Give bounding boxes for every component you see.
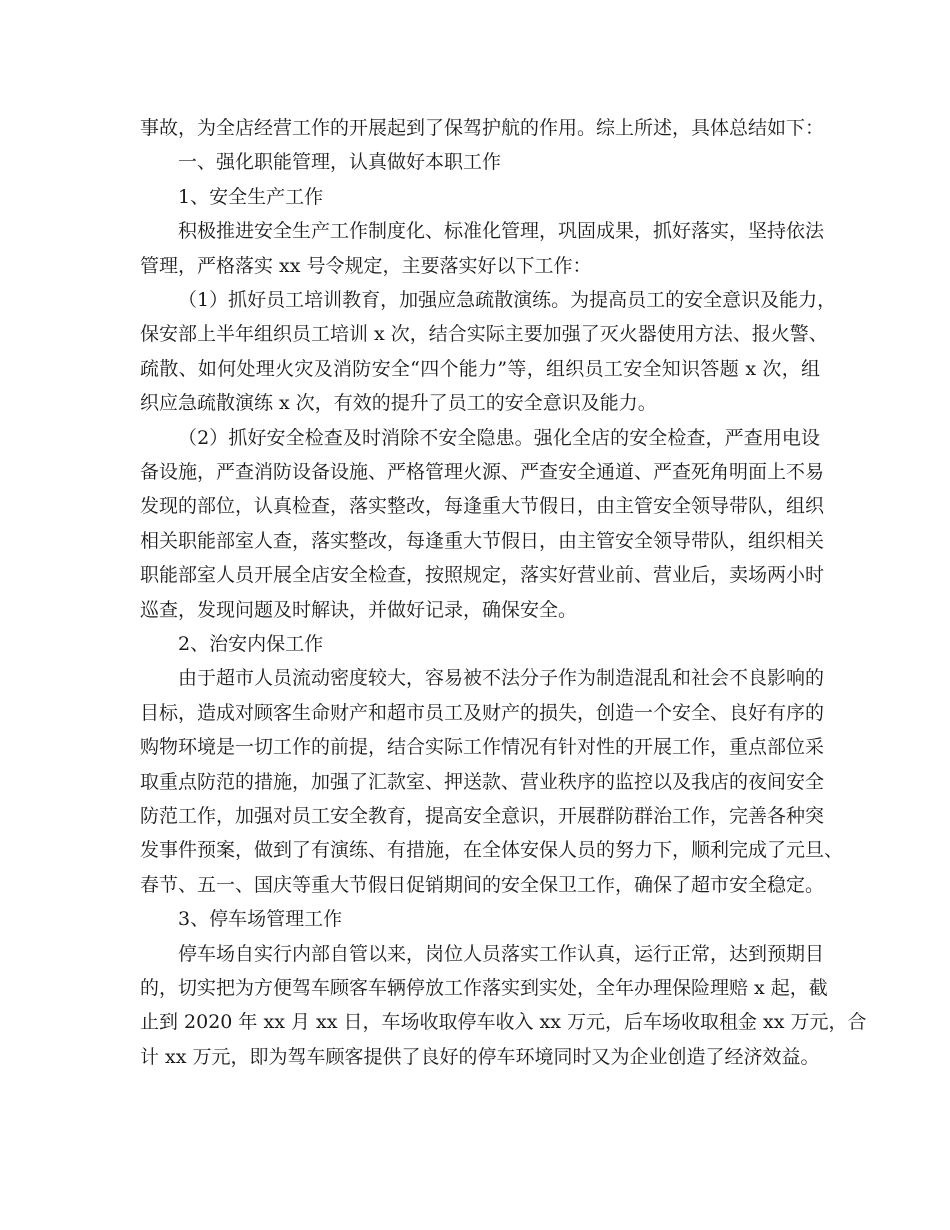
text-line: 巡查，发现问题及时解诀，并做好记录，确保安全。: [140, 598, 578, 621]
text-line: 事故，为全店经营工作的开展起到了保驾护航的作用。综上所述，具体总结如下：: [140, 117, 825, 139]
text-line: 停车场自实行内部自管以来，岗位人员落实工作认真，运行正常，达到预期目: [178, 942, 825, 965]
text-line: 积极推进安全生产工作制度化、标准化管理，巩固成果，抓好落实，坚持依法: [178, 220, 825, 243]
text-line: （1）抓好员工培训教育，加强应急疏散演练。为提高员工的安全意识及能力，: [178, 289, 837, 311]
text-line: 发事件预案，做到了有演练、有措施，在全体安保人员的努力下，顺利完成了元旦、: [140, 839, 844, 862]
text-line: 保安部上半年组织员工培训 x 次，结合实际主要加强了灭火器使用方法、报火警、: [140, 323, 828, 346]
text-line: 1、安全生产工作: [178, 185, 324, 208]
text-line: （2）抓好安全检查及时消除不安全隐患。强化全店的安全检查，严查用电设: [178, 426, 820, 449]
text-line: 职能部室人员开展全店安全检查，按照规定，落实好营业前、营业后，卖场两小时: [140, 564, 825, 587]
text-line: 疏散、如何处理火灾及消防安全“四个能力”等，组织员工安全知识答题 x 次，组: [140, 357, 820, 380]
text-line: 计 xx 万元，即为驾车顾客提供了良好的停车环境同时又为企业创造了经济效益。: [140, 1045, 820, 1068]
text-line: 发现的部位，认真检查，落实整改，每逢重大节假日，由主管安全领导带队，组织: [140, 495, 825, 518]
text-line: 织应急疏散演练 x 次，有效的提升了员工的安全意识及能力。: [140, 392, 657, 415]
text-line: 防范工作，加强对员工安全教育，提高安全意识，开展群防群治工作，完善各种突: [140, 805, 825, 827]
text-line: 目标，造成对顾客生命财产和超市员工及财产的损失，创造一个安全、良好有序的: [140, 701, 825, 724]
text-line: 3、停车场管理工作: [178, 908, 343, 931]
text-line: 购物环境是一切工作的前提，结合实际工作情况有针对性的开展工作，重点部位采: [140, 736, 825, 759]
text-line: 取重点防范的措施，加强了汇款室、押送款、营业秩序的监控以及我店的夜间安全: [140, 770, 825, 793]
text-line: 一、强化职能管理，认真做好本职工作: [178, 151, 502, 174]
text-line: 相关职能部室人查，落实整改，每逢重大节假日，由主管安全领导带队，组织相关: [140, 529, 825, 552]
text-line: 春节、五一、国庆等重大节假日促销期间的安全保卫工作，确保了超市安全稳定。: [140, 873, 825, 896]
text-line: 止到 2020 年 xx 月 xx 日，车场收取停车收入 xx 万元，后车场收取租金 xx 万元，合: [140, 1011, 867, 1034]
text-line: 的，切实把为方便驾车顾客车辆停放工作落实到实处，全年办理保险理赔 x 起，截: [140, 977, 828, 999]
text-line: 由于超市人员流动密度较大，容易被不法分子作为制造混乱和社会不良影响的: [178, 667, 825, 690]
text-line: 备设施，严查消防设备设施、严格管理火源、严查安全通道、严查死角明面上不易: [140, 461, 825, 483]
text-line: 管理，严格落实 xx 号令规定，主要落实好以下工作：: [140, 254, 592, 277]
text-line: 2、治安内保工作: [178, 633, 324, 655]
